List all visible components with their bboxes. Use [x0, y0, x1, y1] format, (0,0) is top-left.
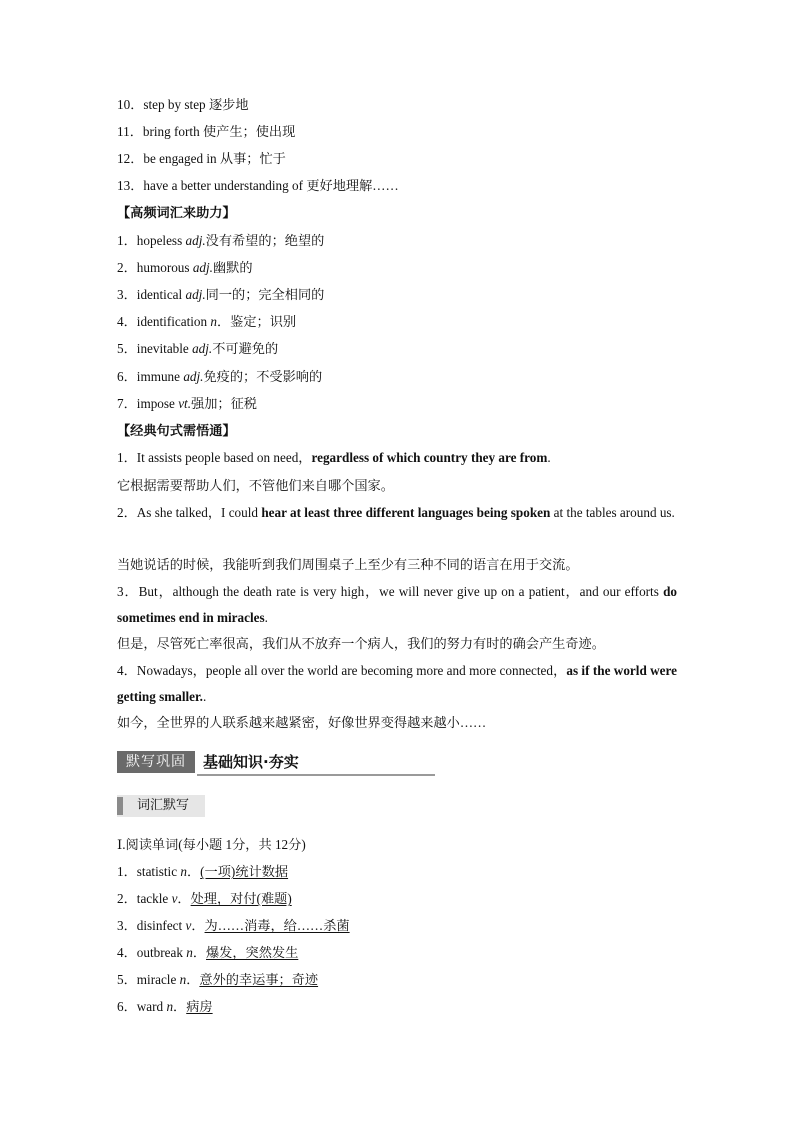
sentence-english: 2．As she talked，I could hear at least three different languages being spoken at the tables around us.	[117, 505, 675, 520]
vocab-item: 3．identical adj.同一的；完全相同的	[117, 287, 325, 302]
answer: 爆发，突然发生	[206, 945, 299, 960]
exercise-item: 2．tackle v．处理，对付(难题)	[117, 891, 292, 906]
answer: (一项)统计数据	[200, 864, 289, 879]
answer: 为……消毒，给……杀菌	[204, 918, 350, 933]
sentence-translation: 它根据需要帮助人们，不管他们来自哪个国家。	[117, 478, 394, 493]
sentence-heading: 【经典句式需悟通】	[117, 423, 236, 438]
exercise-title: Ⅰ.阅读单词(每小题 1分，共 12分)	[117, 837, 306, 852]
sentence-english: 4．Nowadays，people all over the world are becoming more and more connected，as if the world were getting smaller..	[117, 663, 677, 704]
phrase-line: 10．step by step 逐步地	[117, 97, 249, 112]
banner-rule	[197, 774, 435, 776]
vocab-item: 7．impose vt.强加；征税	[117, 396, 257, 411]
sentence-translation: 当她说话的时候，我能听到我们周围桌子上至少有三种不同的语言在用于交流。	[117, 557, 579, 572]
subsection-bar	[117, 797, 123, 815]
vocab-item: 2．humorous adj.幽默的	[117, 260, 253, 275]
banner-tag: 默写巩固	[117, 751, 195, 773]
vocab-item: 4．identification n．鉴定；识别	[117, 314, 297, 329]
sentence-translation: 但是，尽管死亡率很高，我们从不放弃一个病人，我们的努力有时的确会产生奇迹。	[117, 636, 605, 651]
phrase-line: 13．have a better understanding of 更好地理解……	[117, 178, 399, 193]
answer: 病房	[186, 999, 213, 1014]
exercise-item: 3．disinfect v．为……消毒，给……杀菌	[117, 918, 350, 933]
sentence-english: 1．It assists people based on need，regardless of which country they are from.	[117, 450, 551, 465]
vocab-item: 5．inevitable adj.不可避免的	[117, 341, 279, 356]
subsection-label	[117, 795, 205, 817]
vocab-heading: 【高频词汇来助力】	[117, 205, 236, 220]
answer: 意外的幸运事；奇迹	[199, 972, 319, 987]
exercise-item: 1．statistic n．(一项)统计数据	[117, 864, 289, 879]
section-banner	[117, 748, 435, 776]
subsection-text: 词汇默写	[137, 798, 190, 813]
banner-title: 基础知识·夯实	[203, 753, 299, 771]
sentence-translation: 如今，全世界的人联系越来越紧密，好像世界变得越来越小……	[117, 715, 487, 730]
phrase-line: 12．be engaged in 从事；忙于	[117, 151, 286, 166]
exercise-item: 4．outbreak n．爆发，突然发生	[117, 945, 299, 960]
vocab-item: 1．hopeless adj.没有希望的；绝望的	[117, 233, 325, 248]
exercise-item: 5．miracle n．意外的幸运事；奇迹	[117, 972, 319, 987]
sentence-english: 3．But，although the death rate is very high，we will never give up on a patient，and our efforts do sometimes end in miracles.	[117, 584, 677, 625]
phrase-line: 11．bring forth 使产生；使出现	[117, 124, 296, 139]
vocab-item: 6．immune adj.免疫的；不受影响的	[117, 369, 323, 384]
answer: 处理，对付(难题)	[190, 891, 292, 906]
exercise-item: 6．ward n．病房	[117, 999, 213, 1014]
